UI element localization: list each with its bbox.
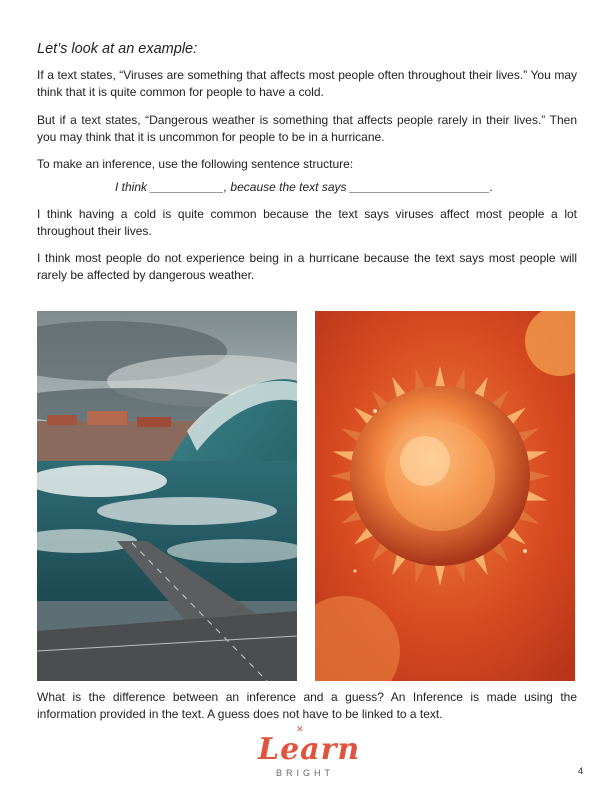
paragraph-hurricane-inference: I think most people do not experience being in a hurricane because the text says most people will rarely be affected by dangerous weather.: [37, 251, 577, 282]
logo-word: Learn: [258, 732, 361, 767]
sentence-structure: I think ___________, because the text says _____________________.: [115, 180, 494, 194]
paragraph-structure-intro: To make an inference, use the following sentence structure:: [37, 157, 354, 171]
virus-image: [315, 311, 575, 681]
page-number: 4: [578, 766, 584, 776]
paragraph-inference-vs-guess: What is the difference between an inference and a guess? An Inference is made using the information provided in the text. A guess does not have to be linked to a text.: [37, 690, 577, 721]
paragraph-cold-inference: I think having a cold is quite common because the text says viruses affect most people a lot throughout their lives.: [37, 207, 577, 238]
logo-subtitle: BRIGHT: [275, 768, 334, 778]
logo-mark: ✕: [296, 724, 304, 734]
hurricane-image: [37, 311, 297, 681]
paragraph-weather-example: But if a text states, “Dangerous weather is something that affects people rarely in their lives.” Then you may think that it is uncommon for people to be in a hurricane.: [37, 113, 577, 144]
section-heading: Let’s look at an example:: [37, 41, 198, 57]
learn-bright-logo: [240, 724, 370, 782]
paragraph-virus-example: If a text states, “Viruses are something that affects most people often throughout their lives.” You may think that it is quite common for people to have a cold.: [37, 68, 577, 99]
